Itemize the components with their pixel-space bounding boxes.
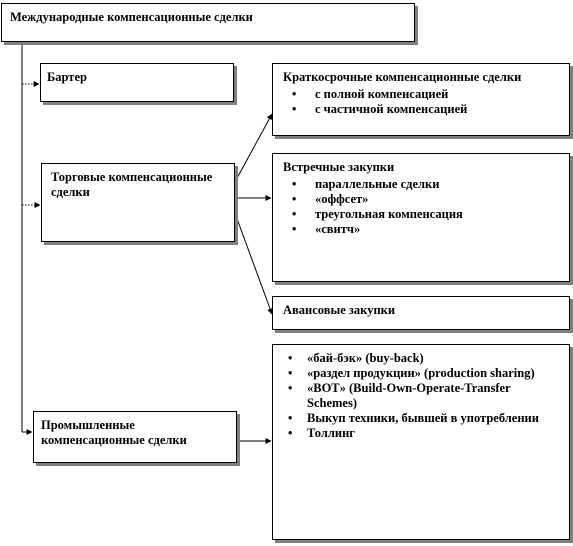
list-item: • с частичной компенсацией xyxy=(283,102,559,117)
list-item: • «BOT» (Build-Own-Operate-Transfer Schemes) xyxy=(281,381,561,411)
list-item: • с полной компенсацией xyxy=(283,87,559,102)
root-node xyxy=(1,3,415,42)
list-item: • параллельные сделки xyxy=(283,177,559,192)
short-term-node xyxy=(272,63,570,136)
counter-title: Встречные закупки xyxy=(283,160,395,174)
list-item: • треугольная компенсация xyxy=(283,207,559,222)
list-item: • Толлинг xyxy=(281,426,561,441)
trade-label: Торговые компенсационные сделки xyxy=(51,170,213,199)
list-item: • «раздел продукции» (production sharing) xyxy=(281,366,561,381)
counter-list xyxy=(283,177,559,237)
list-item: • Выкуп техники, бывшей в употреблении xyxy=(281,411,561,426)
barter-label: Бартер xyxy=(47,70,87,84)
industrial-node xyxy=(33,411,237,463)
advance-purchase-node xyxy=(272,296,570,330)
short-term-list xyxy=(283,87,559,117)
barter-node xyxy=(40,63,234,102)
list-item: • «бай-бэк» (buy-back) xyxy=(281,351,561,366)
list-item: • «оффсет» xyxy=(283,192,559,207)
industrial-list xyxy=(281,351,561,441)
short-term-title: Краткосрочные компенсационные сделки xyxy=(283,70,522,84)
counter-purchase-node xyxy=(272,153,570,282)
arrow-to-short-term xyxy=(236,114,272,180)
root-label: Международные компенсационные сделки xyxy=(10,10,253,24)
arrow-to-advance xyxy=(236,216,272,314)
industrial-label: Промышленные компенсационные сделки xyxy=(41,418,187,447)
trade-node xyxy=(41,163,235,242)
industrial-list-node xyxy=(272,344,570,540)
advance-label: Авансовые закупки xyxy=(283,303,396,317)
list-item: • «свитч» xyxy=(283,222,559,237)
